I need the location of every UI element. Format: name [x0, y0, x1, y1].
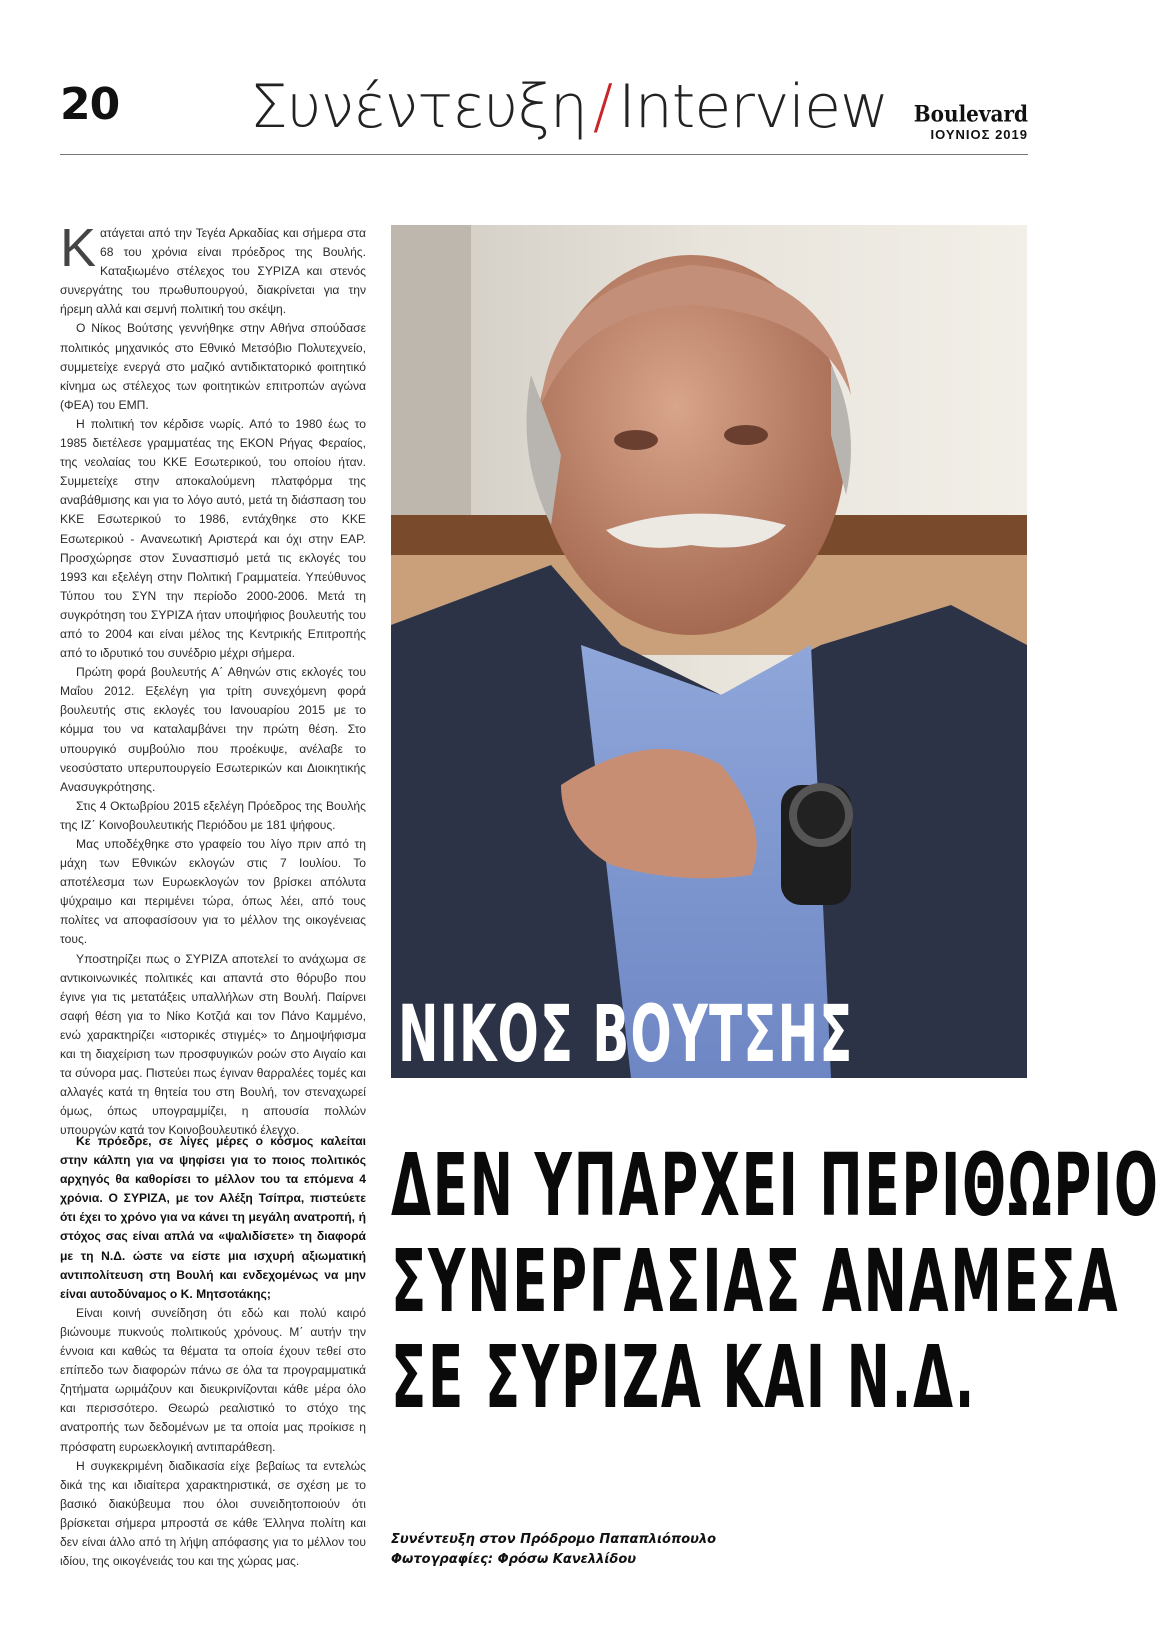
headline-line: ΣΕ ΣΥΡΙΖΑ ΚΑΙ Ν.Δ. — [391, 1328, 977, 1428]
photographer-credit: Φωτογραφίες: Φρόσω Κανελλίδου — [391, 1552, 637, 1567]
section-separator: / — [592, 72, 613, 142]
portrait-photo — [391, 225, 1027, 1078]
headline — [391, 1136, 1160, 1428]
qa-column — [60, 1132, 366, 1571]
brand-name: Boulevard — [913, 100, 1028, 128]
section-title-english: Interview — [618, 72, 889, 142]
intro-paragraph: Πρώτη φορά βουλευτής Α΄ Αθηνών στις εκλογές του Μαΐου 2012. Εξελέγη για τρίτη συνεχόμενη φορά βουλευτής στις εκλογές του Ιανουαρίου 2015 με το κόμμα του να καταλαμβάνει την πρώτη θέση. Στο υπουργικό συμβούλιο που προέκυψε, ανέλαβε το νεοσύστατο υπερυπουργείο Εσωτερικών και Διοικητικής Ανασυγκρότησης. — [60, 665, 366, 794]
interview-answer: Η συγκεκριμένη διαδικασία είχε βεβαίως τα εντελώς δικά της και ιδιαίτερα χαρακτηριστικά, σε σχέση με το βασικό διακύβευμα που όλοι συνειδητοποιούν ότι βρίσκεται σήμερα μπροστά σε κάθε Έλληνα πολίτη και δεν είναι άλλο από τη λήψη απόφασης για το μέλλον του ιδίου, της οικογένειάς του και της χώρας μας. — [60, 1458, 366, 1569]
drop-cap: Κ — [60, 218, 97, 278]
interviewer-credit: Συνέντευξη στον Πρόδρομο Παπαπλιόπουλο — [391, 1532, 717, 1547]
intro-paragraph: Κατάγεται από την Τεγέα Αρκαδίας και σήμερα στα 68 του χρόνια είναι πρόεδρος της Βουλής. Καταξιωμένο στέλεχος του ΣΥΡΙΖΑ και στενός συνεργάτης του πρωθυπουργού, διακρίνεται για την ήρεμη αλλά και σεμνή πολιτική του σκέψη. — [60, 218, 366, 317]
header-rule — [60, 154, 1028, 155]
headline-line: ΔΕΝ ΥΠΑΡΧΕΙ ΠΕΡΙΘΩΡΙΟ — [391, 1136, 1160, 1236]
intro-paragraph: Ο Νίκος Βούτσης γεννήθηκε στην Αθήνα σπούδασε πολιτικός μηχανικός στο Εθνικό Μετσόβιο Πολυτεχνείο, συμμετείχε ενεργά στο μαζικό αντιδικτατορικό φοιτητικό κίνημα ως στέλεχος των φοιτητικών επιτροπών αγώνα (ΦΕΑ) του ΕΜΠ. — [60, 321, 366, 412]
intro-paragraph: Η πολιτική τον κέρδισε νωρίς. Από το 1980 έως το 1985 διετέλεσε γραμματέας της ΕΚΟΝ Ρήγας Φεραίος, της νεολαίας του ΚΚΕ Εσωτερικού, του οποίου ήταν. Συμμετείχε στην αποκαλούμενη πλατφόρμα της αναβάθμισης και για το λόγο αυτό, μετά τη διάσπαση του ΚΚΕ Εσωτερικού το 1986, εντάχθηκε στο ΚΚΕ Εσωτερικού - Ανανεωτική Αριστερά και όχι στην ΕΑΡ. Προσχώρησε στον Συνασπισμό μετά τις εκλογές του 1993 και εξελέγη στην Πολιτική Γραμματεία. Υπεύθυνος Τύπου του ΣΥΝ την περίοδο 2000-2006. Μετά τη συγκρότηση του ΣΥΡΙΖΑ ήταν υποψήφιος βουλευτής του από το 2004 και είναι μέλος της Κεντρικής Επιτροπής από το ιδρυτικό του συνέδριο μέχρι σήμερα. — [60, 416, 366, 661]
issue-date: ΙΟΥΝΙΟΣ 2019 — [930, 127, 1028, 142]
section-title — [250, 72, 888, 142]
credits — [391, 1530, 716, 1570]
page-number: 20 — [60, 79, 120, 130]
interview-answer: Είναι κοινή συνείδηση ότι εδώ και πολύ καιρό βιώνουμε πυκνούς πολιτικούς χρόνους. Μ΄ αυτήν την έννοια και καθώς τα θέματα τα οποία έχουν τεθεί στο επίπεδο των διαφορών πάνω σε όλα τα προγραμματικά ζητήματα ωριμάζουν και διευκρινίζονται κάθε μέρα όλο και περισσότερο. Θεωρώ ρεαλιστικό το στόχο της ανατροπής των δεδομένων με τα οποία μας προίκισε η πρόσφατη ευρωεκλογική αντιπαράθεση. — [60, 1305, 366, 1454]
intro-paragraph: Υποστηρίζει πως ο ΣΥΡΙΖΑ αποτελεί το ανάχωμα σε αντικοινωνικές πολιτικές και απαντά στο θόρυβο που έγινε για τις μετατάξεις υπαλλήλων στη Βουλή. Παίρνει σαφή θέση για το Νίκο Κοτζιά και τον Πάνο Καμμένο, ενώ χαρακτηρίζει «ιστορικές στιγμές» το Δημοψήφισμα και τη διαχείριση των προσφυγικών ροών στο Αιγαίο και τα σύνορα μας. Πιστεύει πως έγιναν θαρραλέες τομές και αλλαγές κατά τη θητεία του στη Βουλή, τον στεναχωρεί όμως, όπως υπογραμμίζει, η απουσία πολλών υπουργών κατά τον Κοινοβουλευτικό έλεγχο. — [60, 951, 366, 1138]
headline-line: ΣΥΝΕΡΓΑΣΙΑΣ ΑΝΑΜΕΣΑ — [391, 1232, 1120, 1332]
brand-block — [913, 100, 1028, 143]
section-title-greek: Συνέντευξη — [250, 72, 587, 142]
intro-paragraph: Μας υποδέχθηκε στο γραφείο του λίγο πριν από τη μάχη των Εθνικών εκλογών στις 7 Ιουλίου. Το αποτέλεσμα των Ευρωεκλογών τον βρίσκει απόλυτα ψύχραιμο και περιμένει τώρα, όπως λέει, από τους πολίτες να αποφασίσουν για το μέλλον της οικογένειας τους. — [60, 837, 366, 947]
intro-paragraph: Στις 4 Οκτωβρίου 2015 εξελέγη Πρόεδρος της Βουλής της ΙΖ΄ Κοινοβουλευτικής Περιόδου με 181 ψήφους. — [60, 798, 366, 832]
interview-question: Κε πρόεδρε, σε λίγες μέρες ο κόσμος καλείται στην κάλπη για να ψηφίσει για το ποιος πολιτικός αρχηγός θα καθορίσει το μέλλον του τα επόμενα 4 χρόνια. Ο ΣΥΡΙΖΑ, με τον Αλέξη Τσίπρα, πιστεύετε ότι έχει το χρόνο για να κάνει τη μεγάλη ανατροπή, ή στόχος σας είναι απλά να «ψαλιδίσετε» τη διαφορά με τη Ν.Δ. ώστε να είστε μια ισχυρή αξιωματική αντιπολίτευση στη Βουλή και ενδεχομένως να μην είναι αυτοδύναμος ο Κ. Μητσοτάκης; — [60, 1134, 366, 1301]
intro-column — [60, 218, 366, 1141]
subject-name-overlay: ΝΙΚΟΣ ΒΟΥΤΣΗΣ — [398, 990, 854, 1080]
